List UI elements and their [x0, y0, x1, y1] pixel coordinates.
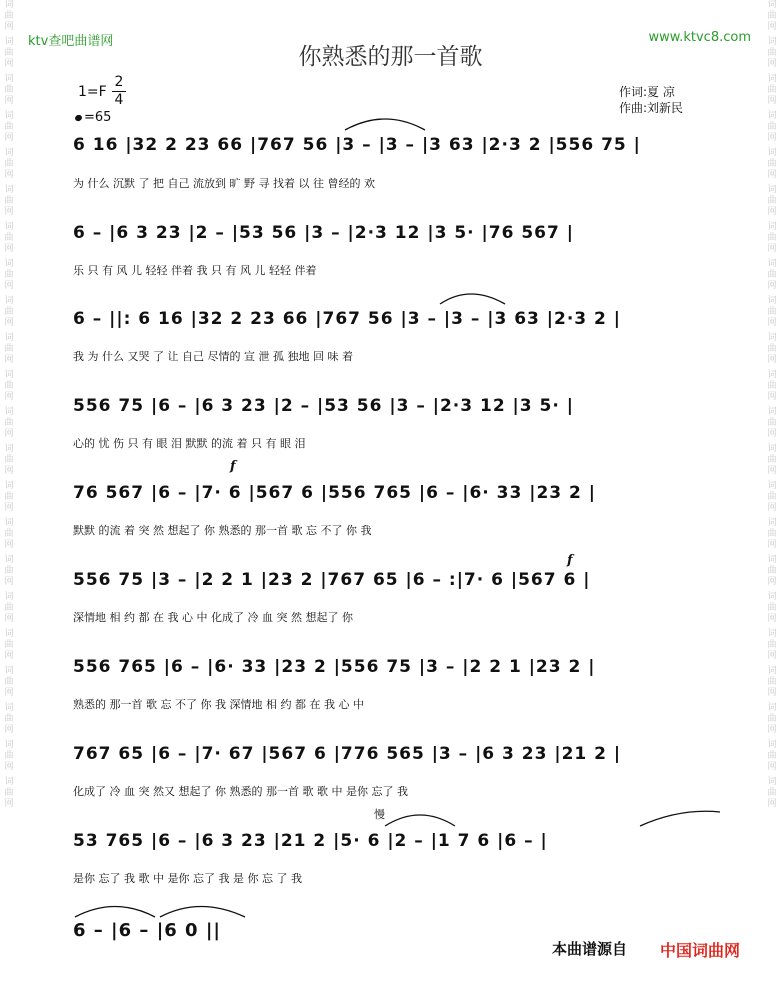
lyric-row-7: 熟悉的 那一首 歌 忘 不了 你 我 深情地 相 约 都 在 我 心 中 [73, 698, 364, 711]
footer-source-label: 本曲谱源自 [552, 940, 628, 958]
dynamic-forte-1: f [230, 459, 236, 474]
lyricist-credit: 作词:夏 凉 [619, 85, 675, 99]
slur-3 [385, 815, 455, 826]
composer-credit: 作曲:刘新民 [619, 101, 684, 115]
time-signature-top: 2 [114, 74, 124, 90]
score-row-7: 556 765 |6 – |6· 33 |23 2 |556 75 |3 – |2 2 1 |23 2 | [73, 657, 596, 677]
site-watermark-left: ktv查吧曲谱网 [28, 34, 114, 49]
key-signature: 1=F [78, 84, 107, 100]
slur-4 [75, 907, 155, 918]
slur-2 [440, 294, 505, 304]
site-watermark-right: www.ktvc8.com [648, 30, 751, 45]
lyric-row-8: 化成了 冷 血 突 然又 想起了 你 熟悉的 那一首 歌 歌 中 是你 忘了 我 [73, 785, 408, 798]
lyric-row-9: 是你 忘了 我 歌 中 是你 忘了 我 是 你 忘 了 我 [73, 872, 302, 885]
side-watermark-left: 词曲网 词曲网 词曲网 词曲网 词曲网 词曲网 词曲网 词曲网 词曲网 词曲网 词曲网 词曲网 词曲网 词曲网 词曲网 词曲网 词曲网 词曲网 词曲网 词曲网 词曲网 词曲网 [4, 0, 14, 809]
time-signature-bottom: 4 [112, 91, 126, 109]
slur-6 [640, 811, 720, 826]
lyric-row-6: 深情地 相 约 都 在 我 心 中 化成了 冷 血 突 然 想起了 你 [73, 611, 353, 624]
lyric-row-1: 为 什么 沉默 了 把 自己 流放到 旷 野 寻 找着 以 往 曾经的 欢 [73, 177, 375, 190]
score-row-3: 6 – ||: 6 16 |32 2 23 66 |767 56 |3 – |3 – |3 63 |2·3 2 | [73, 309, 621, 329]
score-row-2: 6 – |6 3 23 |2 – |53 56 |3 – |2·3 12 |3 5· |76 567 | [73, 223, 574, 243]
score-row-4: 556 75 |6 – |6 3 23 |2 – |53 56 |3 – |2·3 12 |3 5· | [73, 396, 574, 416]
lyric-row-5: 默默 的流 着 突 然 想起了 你 熟悉的 那一首 歌 忘 不了 你 我 [73, 524, 372, 537]
lyric-row-4: 心的 忧 伤 只 有 眼 泪 默默 的流 着 只 有 眼 泪 [73, 437, 306, 450]
score-row-10: 6 – |6 – |6 0 || [73, 920, 221, 941]
tempo-slow-mark: 慢 [374, 808, 385, 821]
slur-5 [160, 907, 245, 918]
tempo-value: =65 [84, 110, 112, 125]
footer-site-link[interactable]: 中国词曲网 [660, 941, 741, 960]
lyric-row-2: 乐 只 有 风 儿 轻轻 伴着 我 只 有 风 儿 轻轻 伴着 [73, 264, 317, 277]
lyric-row-3: 我 为 什么 又哭 了 让 自己 尽情的 宣 泄 孤 独地 回 味 着 [73, 350, 353, 363]
score-row-5: 76 567 |6 – |7· 6 |567 6 |556 765 |6 – |6· 33 |23 2 | [73, 483, 596, 503]
song-title: 你熟悉的那一首歌 [298, 44, 483, 70]
score-row-9: 53 765 |6 – |6 3 23 |21 2 |5· 6 |2 – |1 7 6 |6 – | [73, 831, 548, 851]
score-row-8: 767 65 |6 – |7· 67 |567 6 |776 565 |3 – |6 3 23 |21 2 | [73, 744, 622, 764]
slur-1 [345, 119, 425, 130]
score-row-6: 556 75 |3 – |2 2 1 |23 2 |767 65 |6 – :|7· 6 |567 6 | [73, 570, 591, 590]
side-watermark-right: 词曲网 词曲网 词曲网 词曲网 词曲网 词曲网 词曲网 词曲网 词曲网 词曲网 词曲网 词曲网 词曲网 词曲网 词曲网 词曲网 词曲网 词曲网 词曲网 词曲网 词曲网 词曲网 [767, 0, 777, 809]
score-row-1: 6 16 |32 2 23 66 |767 56 |3 – |3 – |3 63 |2·3 2 |556 75 | [73, 135, 641, 155]
dynamic-forte-2: f [567, 553, 573, 568]
